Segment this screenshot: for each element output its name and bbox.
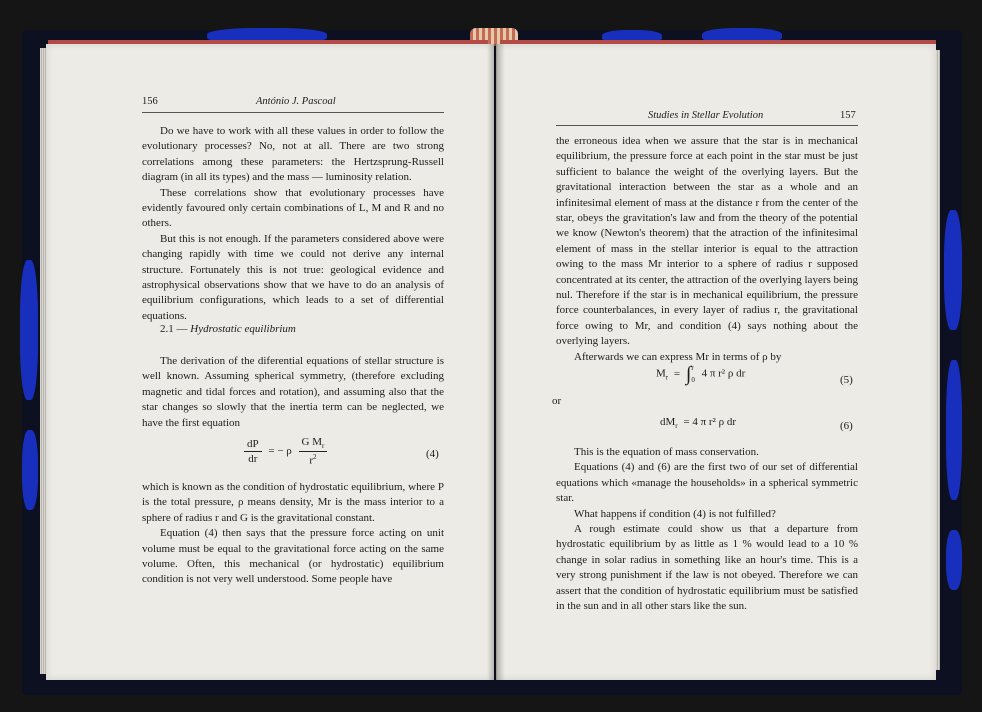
equation-number: (6) [840,420,853,432]
equation-4 [244,436,327,467]
marble-pattern [20,260,38,400]
left-page [46,44,494,680]
eq-subscript: r [322,442,325,451]
header-rule [556,125,858,126]
equation-6 [660,416,736,430]
integral-upper: r [691,364,694,372]
body-text [142,124,444,324]
paragraph: But this is not enough. If the parameters considered above were changing rapidly with time we could not derive any internal structure. Fortunately this is not true: geological evidence and astrophysical observations show that we have to do an analysis of equilibrium configurations, which leads to a set of differential equations. [142,232,444,322]
marble-pattern [946,360,962,500]
eq-operator: = [673,367,681,380]
eq-superscript: 2 [313,453,317,462]
book-gutter-shadow [487,44,505,680]
page-number: 156 [142,96,158,107]
paragraph: These correlations show that evolutionary processes have evidently favoured only certain combinations of L, M and R and no others. [142,186,444,230]
eq-denominator: r [309,454,314,467]
paragraph: The derivation of the diferential equations of stellar structure is well known. Assuming spherical symmetry, (therefore excluding magnetic and tidal forces and rotation), and assuming also that the star changes so slowly that the inertia term can be neglected, we have the first equation [142,355,444,429]
equation-5 [656,362,745,386]
eq-subscript: r [675,422,678,431]
eq-lhs: M [656,367,666,380]
paragraph: Do we have to work with all these values in order to follow the evolutionary processes? No, not at all. There are two strong correlations among these parameters: the Hertzsprung-Russell diagram (in all its types) and the mass — luminosity relation. [142,125,444,184]
eq-numerator: G M [301,436,323,448]
equation-number: (4) [426,448,439,460]
paragraph: Equation (4) then says that the pressure force acting on unit volume must be equal to the gravitational force acting on the same volume. Often, this mechanical (or hydrostatic) equilibrium condition is not very well understood. Some people have [142,527,444,586]
equation-number: (5) [840,374,853,386]
page-number: 157 [840,110,856,121]
body-text [142,480,444,588]
running-head: Studies in Stellar Evolution [648,110,764,121]
section-number: 2.1 — [160,323,191,335]
or-text: or [552,395,562,407]
marble-pattern [944,210,962,330]
eq-lhs: dM [660,416,676,428]
marble-pattern [946,530,962,590]
body-text [556,445,858,614]
right-page [496,44,936,680]
paragraph: which is known as the condition of hydrostatic equilibrium, where P is the total pressure, ρ means density, Mr is the mass interior to a sphere of radius r and G is the gravitational constant. [142,481,444,524]
paragraph: the erroneous idea when we assure that the star is in mechanical equilibrium, the pressure force at each point in the star must be just sufficient to balance the weight of the overlying layers. But the gravitational interaction between the star as a whole and an infinitesimal element of mass at the distance r from the center of the star, obeys the gravitation's law and from the theory of the potential we know (Newton's theorem) that the atraction of the infinitesimal element of mass in the stellar interior is equal to the attraction owing to the mass Mr interior to a sphere of radius r supposed concentrated at its center, the attraction of the overlying layers being nul. Therefore if the star is in mechanical equilibrium, the pressure force counterbalances, in every layer of radius r, the gravitational force owing to Mr, and condition (4) says nothing about the overlying layers. [556,135,858,348]
paragraph: Afterwards we can express Mr in terms of ρ by [574,350,782,363]
body-text [556,134,858,365]
marble-pattern [22,430,38,510]
paragraph: What happens if condition (4) is not fulfilled? [574,507,776,520]
eq-denominator: dr [248,452,258,465]
section-heading [160,323,296,335]
integral-sign: ∫ [685,363,692,385]
running-head: António J. Pascoal [256,96,336,107]
eq-rhs: = 4 π r² ρ dr [683,416,736,428]
eq-subscript: r [665,373,669,382]
section-title: Hydrostatic equilibrium [190,323,296,335]
integral-lower: 0 [691,376,695,384]
paragraph: This is the equation of mass conservation. [574,446,759,458]
eq-numerator: dP [244,438,262,452]
body-text [142,354,444,431]
paragraph: A rough estimate could show us that a departure from hydrostatic equilibrium by as little as 1 % would lead to a 10 % change in solar radius in something like an hour's time. This is a very strong punishment if the law is not obeyed. Therefore we can assert that the condition of hydrostatic equilibrium must be satisfied in the sun and in all other stars like the sun. [556,523,858,613]
eq-integrand: 4 π r² ρ dr [701,367,746,380]
paragraph: Equations (4) and (6) are the first two of our set of differential equations which «manage the households» in a spherical symmetric star. [556,461,858,505]
eq-operator: = − ρ [268,444,292,457]
header-rule [142,112,444,113]
